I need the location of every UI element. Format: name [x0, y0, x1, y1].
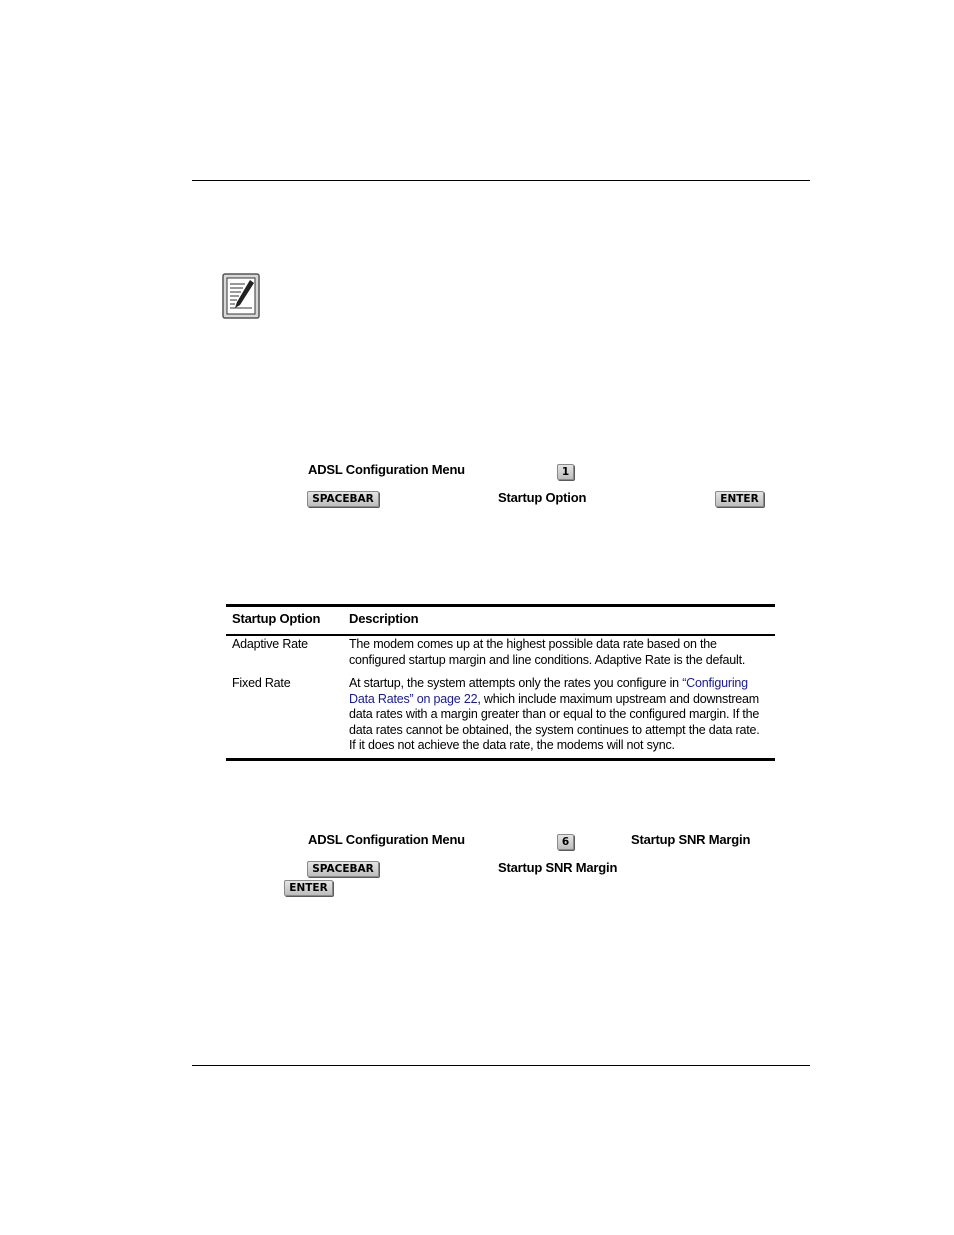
adsl-config-menu-label: ADSL Configuration Menu [308, 832, 465, 847]
startup-snr-margin-label: Startup SNR Margin [631, 832, 751, 847]
table-header-option: Startup Option [232, 611, 321, 626]
table-cell-option: Adaptive Rate [232, 637, 308, 651]
table-header-rule [226, 634, 775, 636]
description-text: , which include maximum upstream and downstream data rates with a margin greater than or equal to the configured margin. If the data rates cannot be obtained, the system continues to attempt the data rate. If it does not achieve the data rate, the modems will not sync. [349, 691, 760, 752]
adsl-config-menu-label: ADSL Configuration Menu [308, 462, 465, 477]
footer-rule [192, 1065, 810, 1066]
table-cell-option: Fixed Rate [232, 676, 291, 690]
note-pencil-icon [221, 272, 261, 320]
startup-snr-margin-label: Startup SNR Margin [498, 860, 618, 875]
key-enter: ENTER [715, 491, 764, 507]
key-1: 1 [557, 464, 574, 480]
table-cell-description: The modem comes up at the highest possible data rate based on the configured startup margin and line conditions. Adaptive Rate is the default. [349, 637, 746, 667]
key-enter: ENTER [284, 880, 333, 896]
table-bottom-rule [226, 758, 775, 761]
startup-option-label: Startup Option [498, 490, 587, 505]
key-spacebar: SPACEBAR [307, 491, 379, 507]
header-rule [192, 180, 810, 181]
description-text: At startup, the system attempts only the rates you configure in [349, 676, 683, 690]
table-top-rule [226, 604, 775, 607]
table-cell-description [349, 676, 769, 754]
table-header-description: Description [349, 611, 419, 626]
configuring-data-rates-link[interactable]: “Configuring Data Rates” on page 22 [349, 676, 748, 706]
key-6: 6 [557, 834, 574, 850]
key-spacebar: SPACEBAR [307, 861, 379, 877]
